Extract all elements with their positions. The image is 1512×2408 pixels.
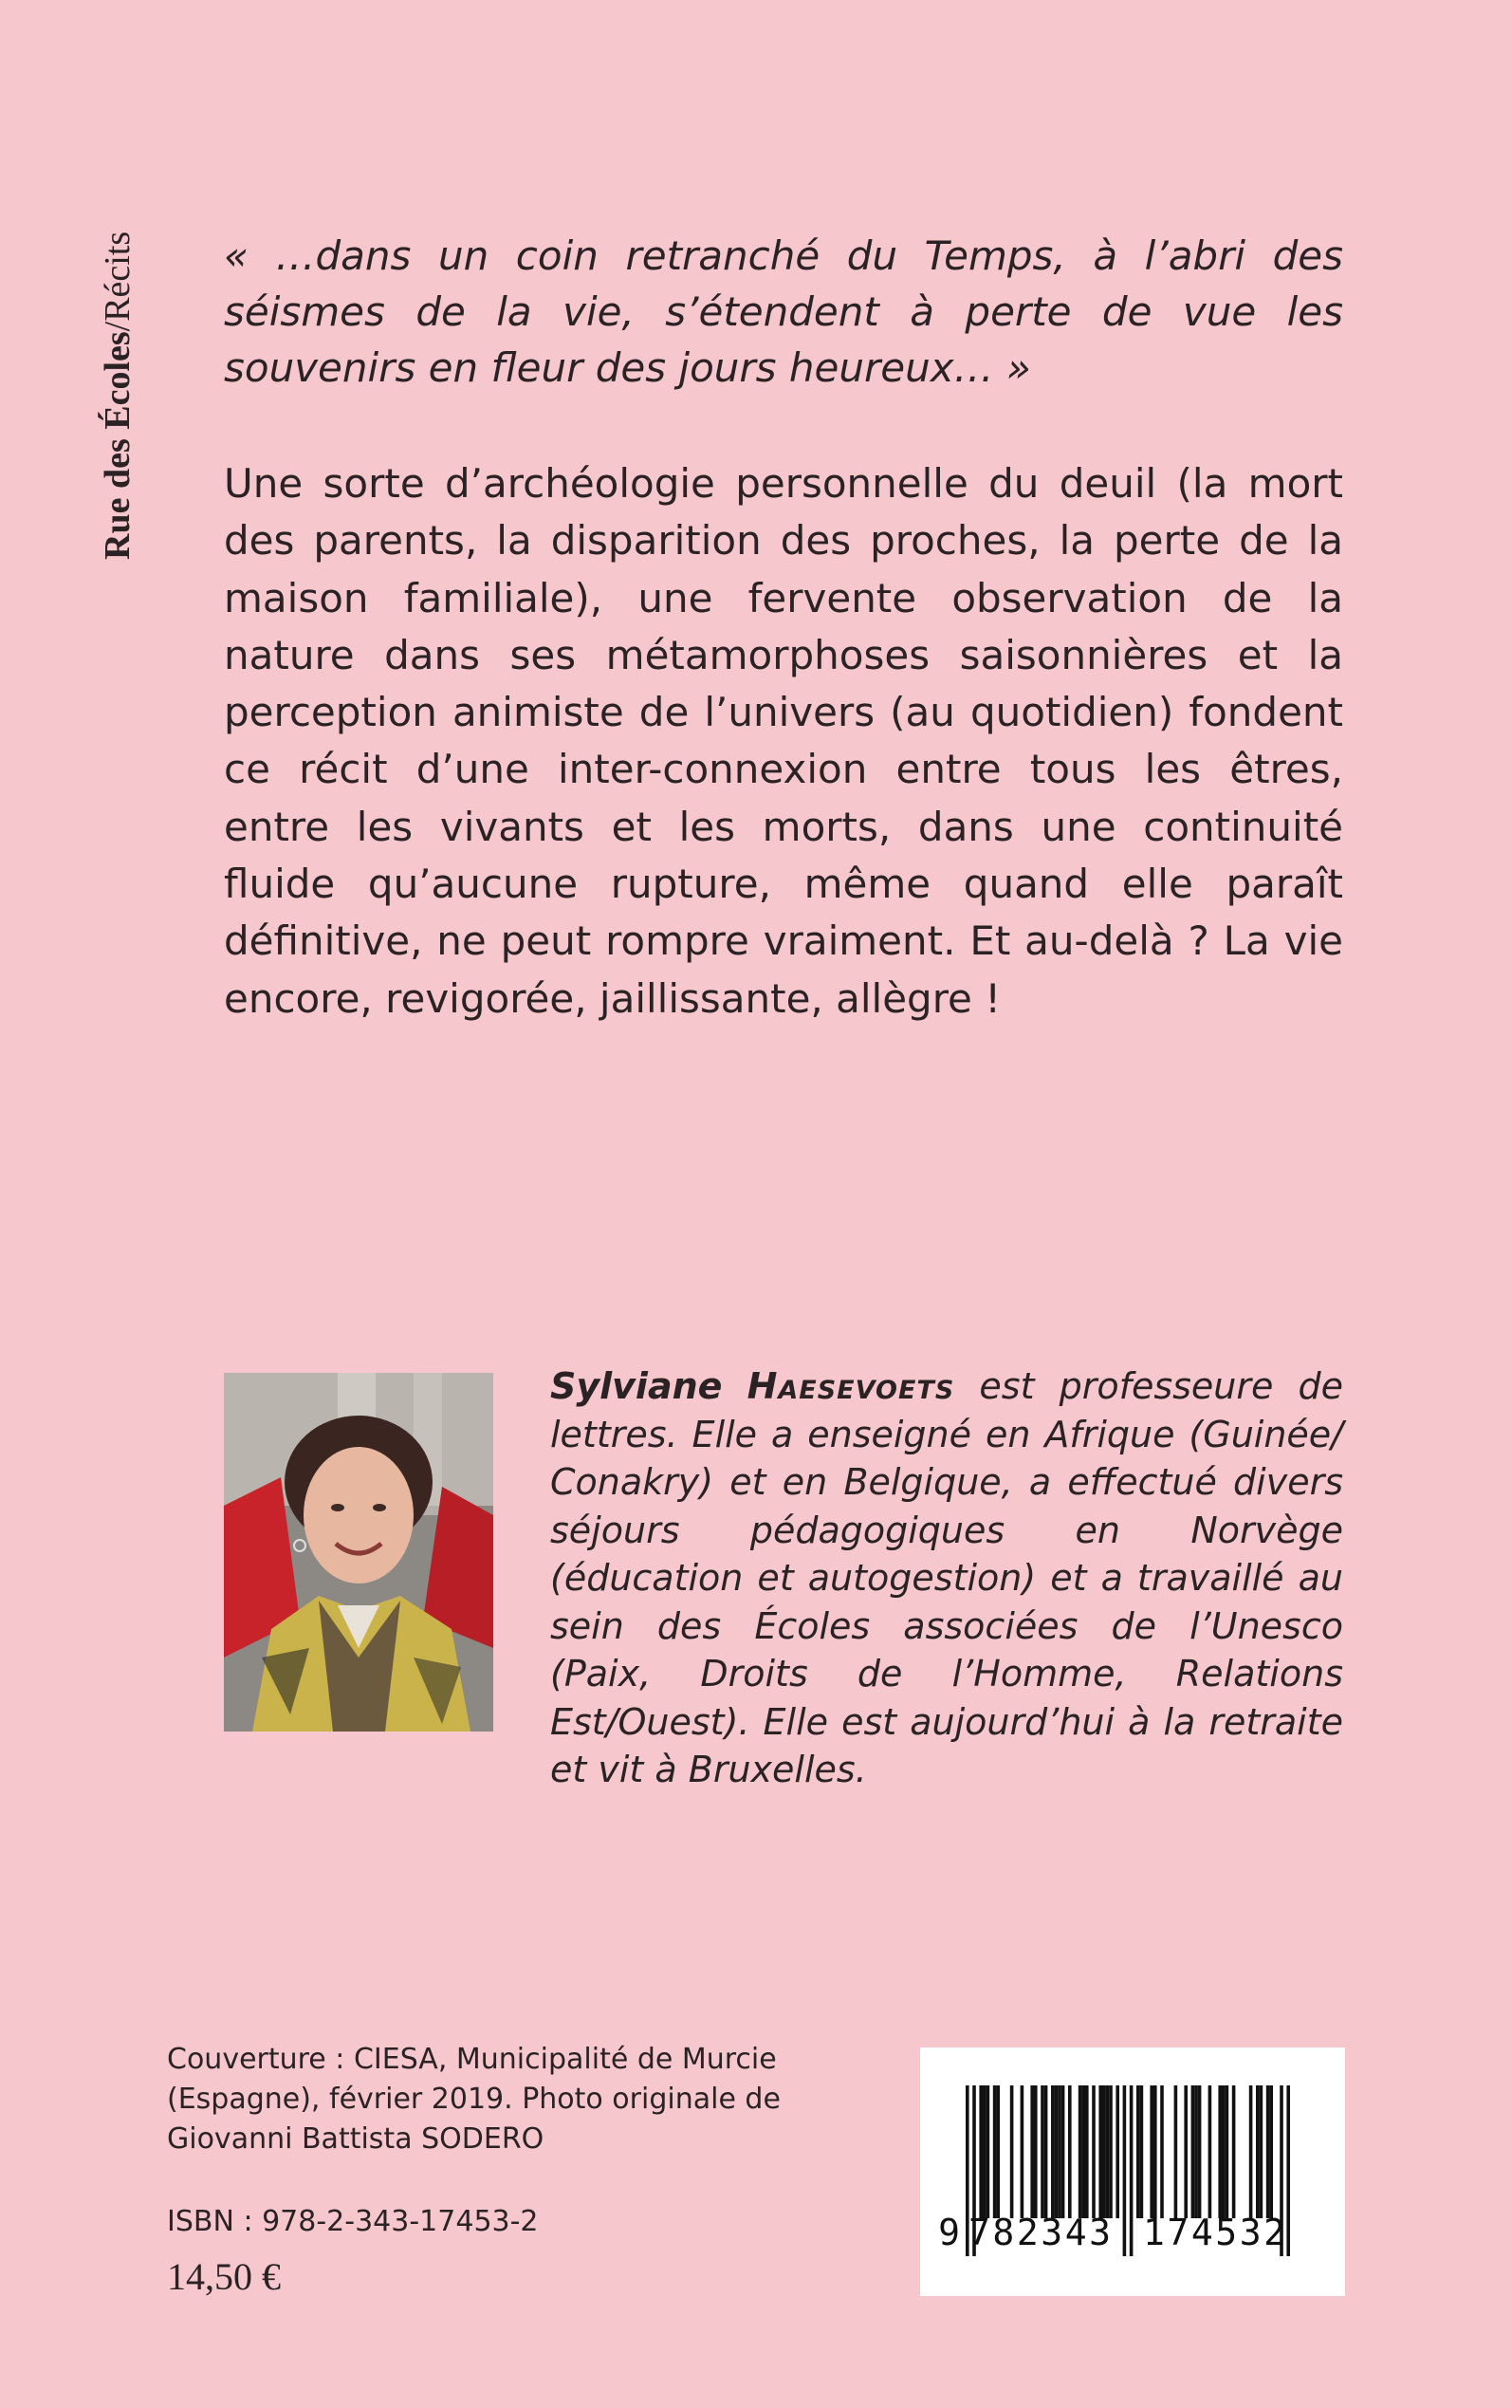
barcode-bar <box>1061 2085 1065 2218</box>
barcode-bar <box>1130 2085 1134 2256</box>
barcode-bar <box>1021 2085 1024 2218</box>
barcode-bar <box>1208 2085 1212 2218</box>
book-blurb: Une sorte d’archéologie personnelle du deuil (la mort des parents, la disparition des proches, la perte de la maison familiale), une fervente observation de la nature dans ses métamorphoses saisonnières et la perception animiste de l’univers (au quotidien) fondent ce récit d’une inter-connexion entre tous les êtres, entre les vivants et les morts, dans une continuité fluide qu’aucune rupture, même quand elle paraît définitive, ne peut rompre vraiment. Et au-delà ? La vie encore, revigorée, jaillissante, allègre ! <box>224 460 1343 1022</box>
barcode-bar <box>1256 2085 1260 2218</box>
barcode-bar <box>1153 2085 1157 2218</box>
barcode-bar <box>983 2085 986 2218</box>
barcode-bar <box>1160 2085 1164 2218</box>
barcode-bar <box>1184 2085 1188 2218</box>
barcode-bar <box>1109 2085 1113 2218</box>
barcode-bar <box>1249 2085 1253 2218</box>
barcode-bar <box>1092 2085 1096 2218</box>
barcode-bar <box>1085 2085 1089 2218</box>
barcode-bar <box>993 2085 997 2218</box>
cover-credits <box>167 2040 812 2159</box>
spine-title <box>68 104 138 560</box>
barcode-bar <box>1098 2085 1102 2218</box>
barcode-bar <box>1081 2085 1085 2218</box>
author-bio-text: est professeure de lettres. Elle a enseigné en Afrique (Guinée/ Conakry) et en Belgique, a effectué divers séjours pédagogiques en Norvège (éducation et autogestion) et a travaillé au sein des Écoles associées de l’Unesco (Paix, Droits de l’Homme, Relations Est/Ouest). Elle est aujourd’hui à la retraite et vit à Bruxelles. <box>550 1365 1343 1790</box>
barcode <box>920 2047 1345 2296</box>
barcode-bar <box>1051 2085 1055 2218</box>
barcode-bar <box>1269 2085 1273 2218</box>
barcode-bar <box>1123 2085 1127 2256</box>
barcode-bar <box>1150 2085 1153 2218</box>
barcode-bar <box>1136 2085 1140 2218</box>
barcode-bar <box>1106 2085 1110 2218</box>
barcode-bar <box>1140 2085 1144 2218</box>
barcode-bar <box>1174 2085 1178 2218</box>
credits-line-1: Couverture : CIESA, Municipalité de Murcie <box>167 2043 777 2076</box>
barcode-bar <box>1079 2085 1082 2218</box>
barcode-bar <box>1226 2085 1229 2218</box>
barcode-bar <box>1286 2085 1290 2256</box>
barcode-bar <box>1034 2085 1038 2218</box>
barcode-bar <box>979 2085 983 2218</box>
credits-line-3: Giovanni Battista SODERO <box>167 2122 544 2156</box>
barcode-bar <box>1194 2085 1198 2218</box>
barcode-bar <box>1266 2085 1270 2218</box>
barcode-bar <box>1260 2085 1263 2218</box>
barcode-bar <box>1055 2085 1059 2218</box>
barcode-digits-left: 782343 <box>968 2212 1111 2253</box>
author-first-name: Sylviane <box>550 1365 723 1407</box>
barcode-bar <box>1041 2085 1044 2218</box>
barcode-digits-right: 174532 <box>1143 2212 1285 2253</box>
credits-line-2: (Espagne), février 2019. Photo originale de <box>167 2083 781 2116</box>
barcode-bar <box>1191 2085 1195 2218</box>
barcode-bar <box>1218 2085 1222 2218</box>
excerpt-quote: « …dans un coin retranché du Temps, à l’abri des séismes de la vie, s’étendent à perte de vue les souvenirs en fleur des jours heureux… » <box>224 232 1343 391</box>
barcode-bar <box>1010 2085 1014 2218</box>
barcode-bar <box>1222 2085 1226 2218</box>
series-name: Rue des Écoles <box>98 331 138 560</box>
barcode-bar <box>996 2085 1000 2218</box>
author-photo <box>224 1373 493 1732</box>
barcode-bar <box>1058 2085 1061 2218</box>
barcode-bar <box>1068 2085 1072 2218</box>
price: 14,50 € <box>167 2255 281 2298</box>
author-last-name: Haesevoets <box>747 1365 955 1407</box>
barcode-bar <box>1044 2085 1048 2218</box>
barcode-bar <box>1232 2085 1236 2218</box>
barcode-bar <box>1030 2085 1034 2218</box>
isbn: ISBN : 978-2-343-17453-2 <box>167 2205 539 2238</box>
collection-name: /Récits <box>98 231 138 332</box>
barcode-bar <box>1116 2085 1119 2218</box>
author-bio <box>550 1362 1343 1794</box>
barcode-bar <box>986 2085 990 2218</box>
barcode-digit-first: 9 <box>938 2212 960 2253</box>
barcode-bar <box>1198 2085 1202 2218</box>
barcode-bar <box>1102 2085 1106 2218</box>
